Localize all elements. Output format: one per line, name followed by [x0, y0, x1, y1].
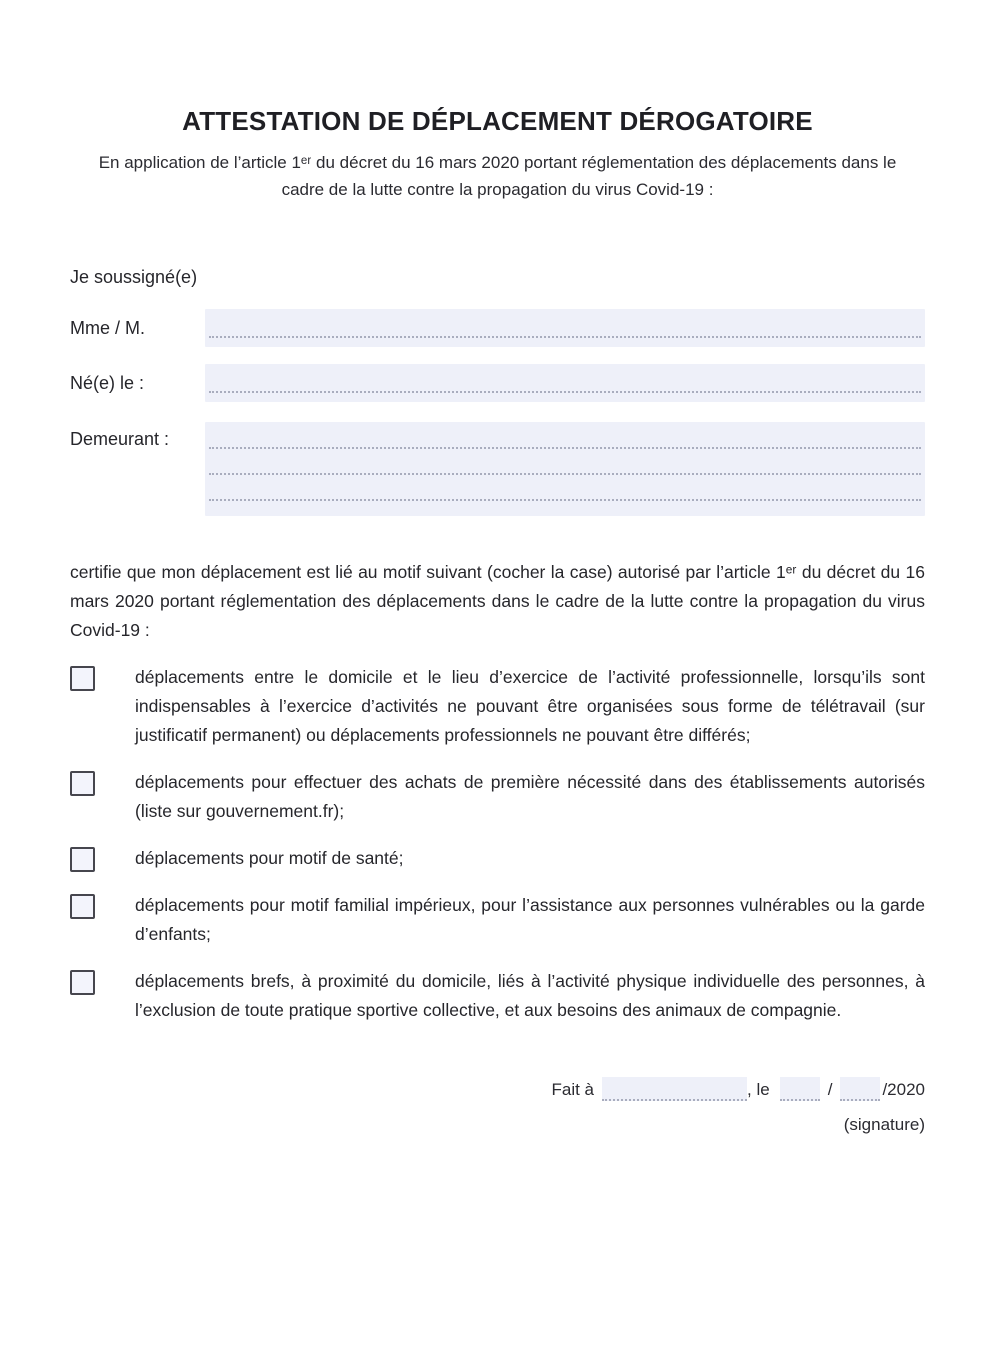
reason-text: déplacements pour motif familial impérieux, pour l’assistance aux personnes vulnérables ou la garde d’enfants; — [135, 895, 925, 944]
birthdate-row — [70, 364, 925, 402]
date-place-line — [70, 1077, 925, 1101]
address-field[interactable] — [205, 422, 925, 516]
reason-item-exercise — [70, 967, 925, 1025]
checkbox-reason-health[interactable] — [70, 847, 95, 872]
reason-item-groceries — [70, 768, 925, 826]
name-field[interactable] — [205, 309, 925, 347]
reason-text: déplacements entre le domicile et le lieu d’exercice de l’activité professionnelle, lorsqu’ils sont indispensables à l’exercice d’activités ne pouvant être organisées sous forme de télétravail (sur justificatif permanent) ou déplacements professionnels ne pouvant être différés; — [135, 667, 925, 745]
reason-item-health — [70, 844, 925, 873]
dotted-line — [209, 499, 921, 501]
birthdate-field[interactable] — [205, 364, 925, 402]
address-label: Demeurant : — [70, 429, 170, 449]
signature-label: (signature) — [843, 1115, 925, 1134]
checkbox-reason-family[interactable] — [70, 894, 95, 919]
intro-text: Je soussigné(e) — [70, 267, 198, 287]
checkbox-reason-work[interactable] — [70, 666, 95, 691]
name-row — [70, 309, 925, 347]
page-title: ATTESTATION DE DÉPLACEMENT DÉROGATOIRE — [182, 106, 813, 136]
reason-checklist — [70, 663, 925, 1025]
year-suffix: /2020 — [882, 1080, 925, 1099]
reason-item-work — [70, 663, 925, 750]
address-row — [70, 422, 925, 516]
reason-text: déplacements pour motif de santé; — [135, 848, 404, 868]
dotted-line — [209, 336, 921, 338]
le-label: , le — [747, 1080, 770, 1099]
reason-text: déplacements brefs, à proximité du domicile, liés à l’activité physique individuelle des personnes, à l’exclusion de toute pratique sportive collective, et aux besoins des animaux de compagnie. — [135, 971, 925, 1020]
certify-paragraph: certifie que mon déplacement est lié au motif suivant (cocher la case) autorisé par l’article 1ᵉʳ du décret du 16 mars 2020 portant réglementation des déplacements dans le cadre de la lutte contre la propagation du virus Covid-19 : — [70, 562, 925, 640]
dotted-line — [209, 473, 921, 475]
fait-a-label: Fait à — [551, 1080, 595, 1099]
reason-item-family — [70, 891, 925, 949]
date-separator: / — [827, 1080, 833, 1099]
dotted-line — [209, 447, 921, 449]
place-field[interactable] — [602, 1077, 747, 1101]
reason-text: déplacements pour effectuer des achats de première nécessité dans des établissements autorisés (liste sur gouvernement.fr); — [135, 772, 925, 821]
name-label: Mme / M. — [70, 317, 145, 338]
dotted-line — [209, 391, 921, 393]
month-field[interactable] — [840, 1077, 880, 1101]
birthdate-label: Né(e) le : — [70, 372, 145, 393]
checkbox-reason-groceries[interactable] — [70, 771, 95, 796]
checkbox-reason-exercise[interactable] — [70, 970, 95, 995]
day-field[interactable] — [780, 1077, 820, 1101]
page-subtitle: En application de l’article 1ᵉʳ du décret du 16 mars 2020 portant réglementation des déplacements dans le cadre de la lutte contre la propagation du virus Covid-19 : — [98, 153, 897, 199]
